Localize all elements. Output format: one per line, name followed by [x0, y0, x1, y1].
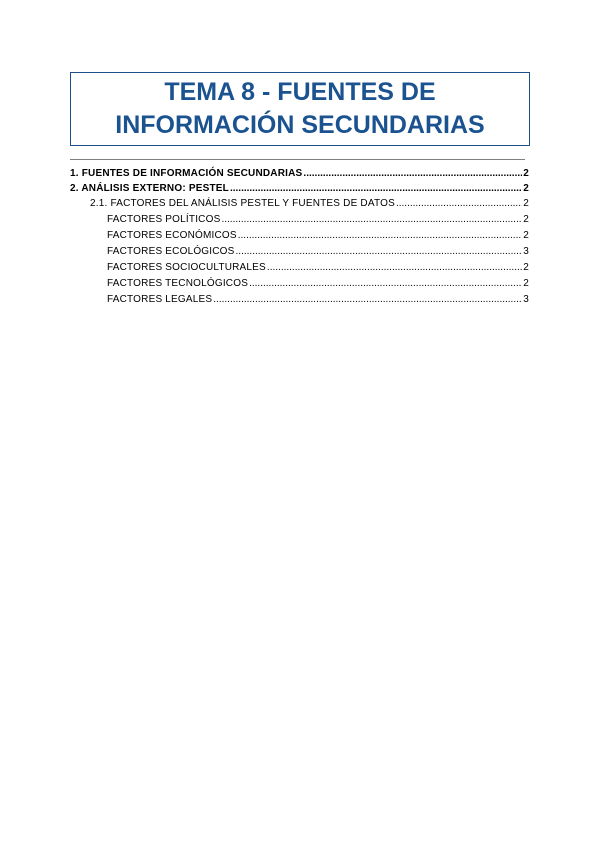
toc-entry-text: FACTORES ECOLÓGICOS: [107, 246, 235, 257]
divider: [70, 159, 525, 160]
toc-page-number: 3: [523, 294, 529, 305]
toc-page-number: 2: [523, 183, 529, 194]
toc-entry-economicos[interactable]: [70, 228, 529, 244]
document-title-box: [70, 72, 530, 146]
document-title-line-2: INFORMACIÓN SECUNDARIAS: [115, 111, 485, 139]
toc-entry-ecologicos[interactable]: [70, 244, 529, 260]
toc-entry-politicos[interactable]: [70, 212, 529, 228]
toc-leader-dots: [213, 292, 522, 308]
toc-leader-dots: [396, 196, 522, 212]
toc-entry-text: FACTORES TECNOLÓGICOS: [107, 278, 249, 289]
toc-page-number: 2: [523, 214, 529, 225]
toc-entry-socioculturales[interactable]: [70, 260, 529, 276]
toc-leader-dots: [303, 166, 522, 181]
toc-entry-tecnologicos[interactable]: [70, 276, 529, 292]
toc-entry-text: FACTORES SOCIOCULTURALES: [107, 262, 266, 273]
document-title-line-1: TEMA 8 - FUENTES DE: [164, 78, 436, 106]
toc-entry-factores-pestel[interactable]: [70, 196, 529, 212]
toc-entry-text: FACTORES POLÍTICOS: [107, 214, 221, 225]
toc-leader-dots: [267, 260, 522, 276]
toc-entry-analisis-externo[interactable]: [70, 181, 529, 196]
toc-entry-fuentes[interactable]: [70, 166, 529, 181]
toc-page-number: 2: [523, 278, 529, 289]
toc-entry-text: 1. FUENTES DE INFORMACIÓN SECUNDARIAS: [70, 168, 303, 179]
toc-page-number: 2: [523, 262, 529, 273]
toc-entry-text: FACTORES LEGALES: [107, 294, 213, 305]
toc-leader-dots: [238, 228, 522, 244]
toc-entry-legales[interactable]: [70, 292, 529, 308]
toc-page-number: 2: [523, 168, 529, 179]
toc-leader-dots: [230, 181, 522, 196]
toc-entry-text: 2.1. FACTORES DEL ANÁLISIS PESTEL Y FUENTES DE DATOS: [90, 198, 395, 209]
toc-entry-text: FACTORES ECONÓMICOS: [107, 230, 237, 241]
toc-entry-text: 2. ANÁLISIS EXTERNO: PESTEL: [70, 183, 229, 194]
toc-leader-dots: [236, 244, 523, 260]
toc-leader-dots: [249, 276, 522, 292]
table-of-contents: [70, 166, 529, 308]
toc-page-number: 3: [523, 246, 529, 257]
toc-leader-dots: [221, 212, 522, 228]
toc-page-number: 2: [523, 198, 529, 209]
toc-page-number: 2: [523, 230, 529, 241]
